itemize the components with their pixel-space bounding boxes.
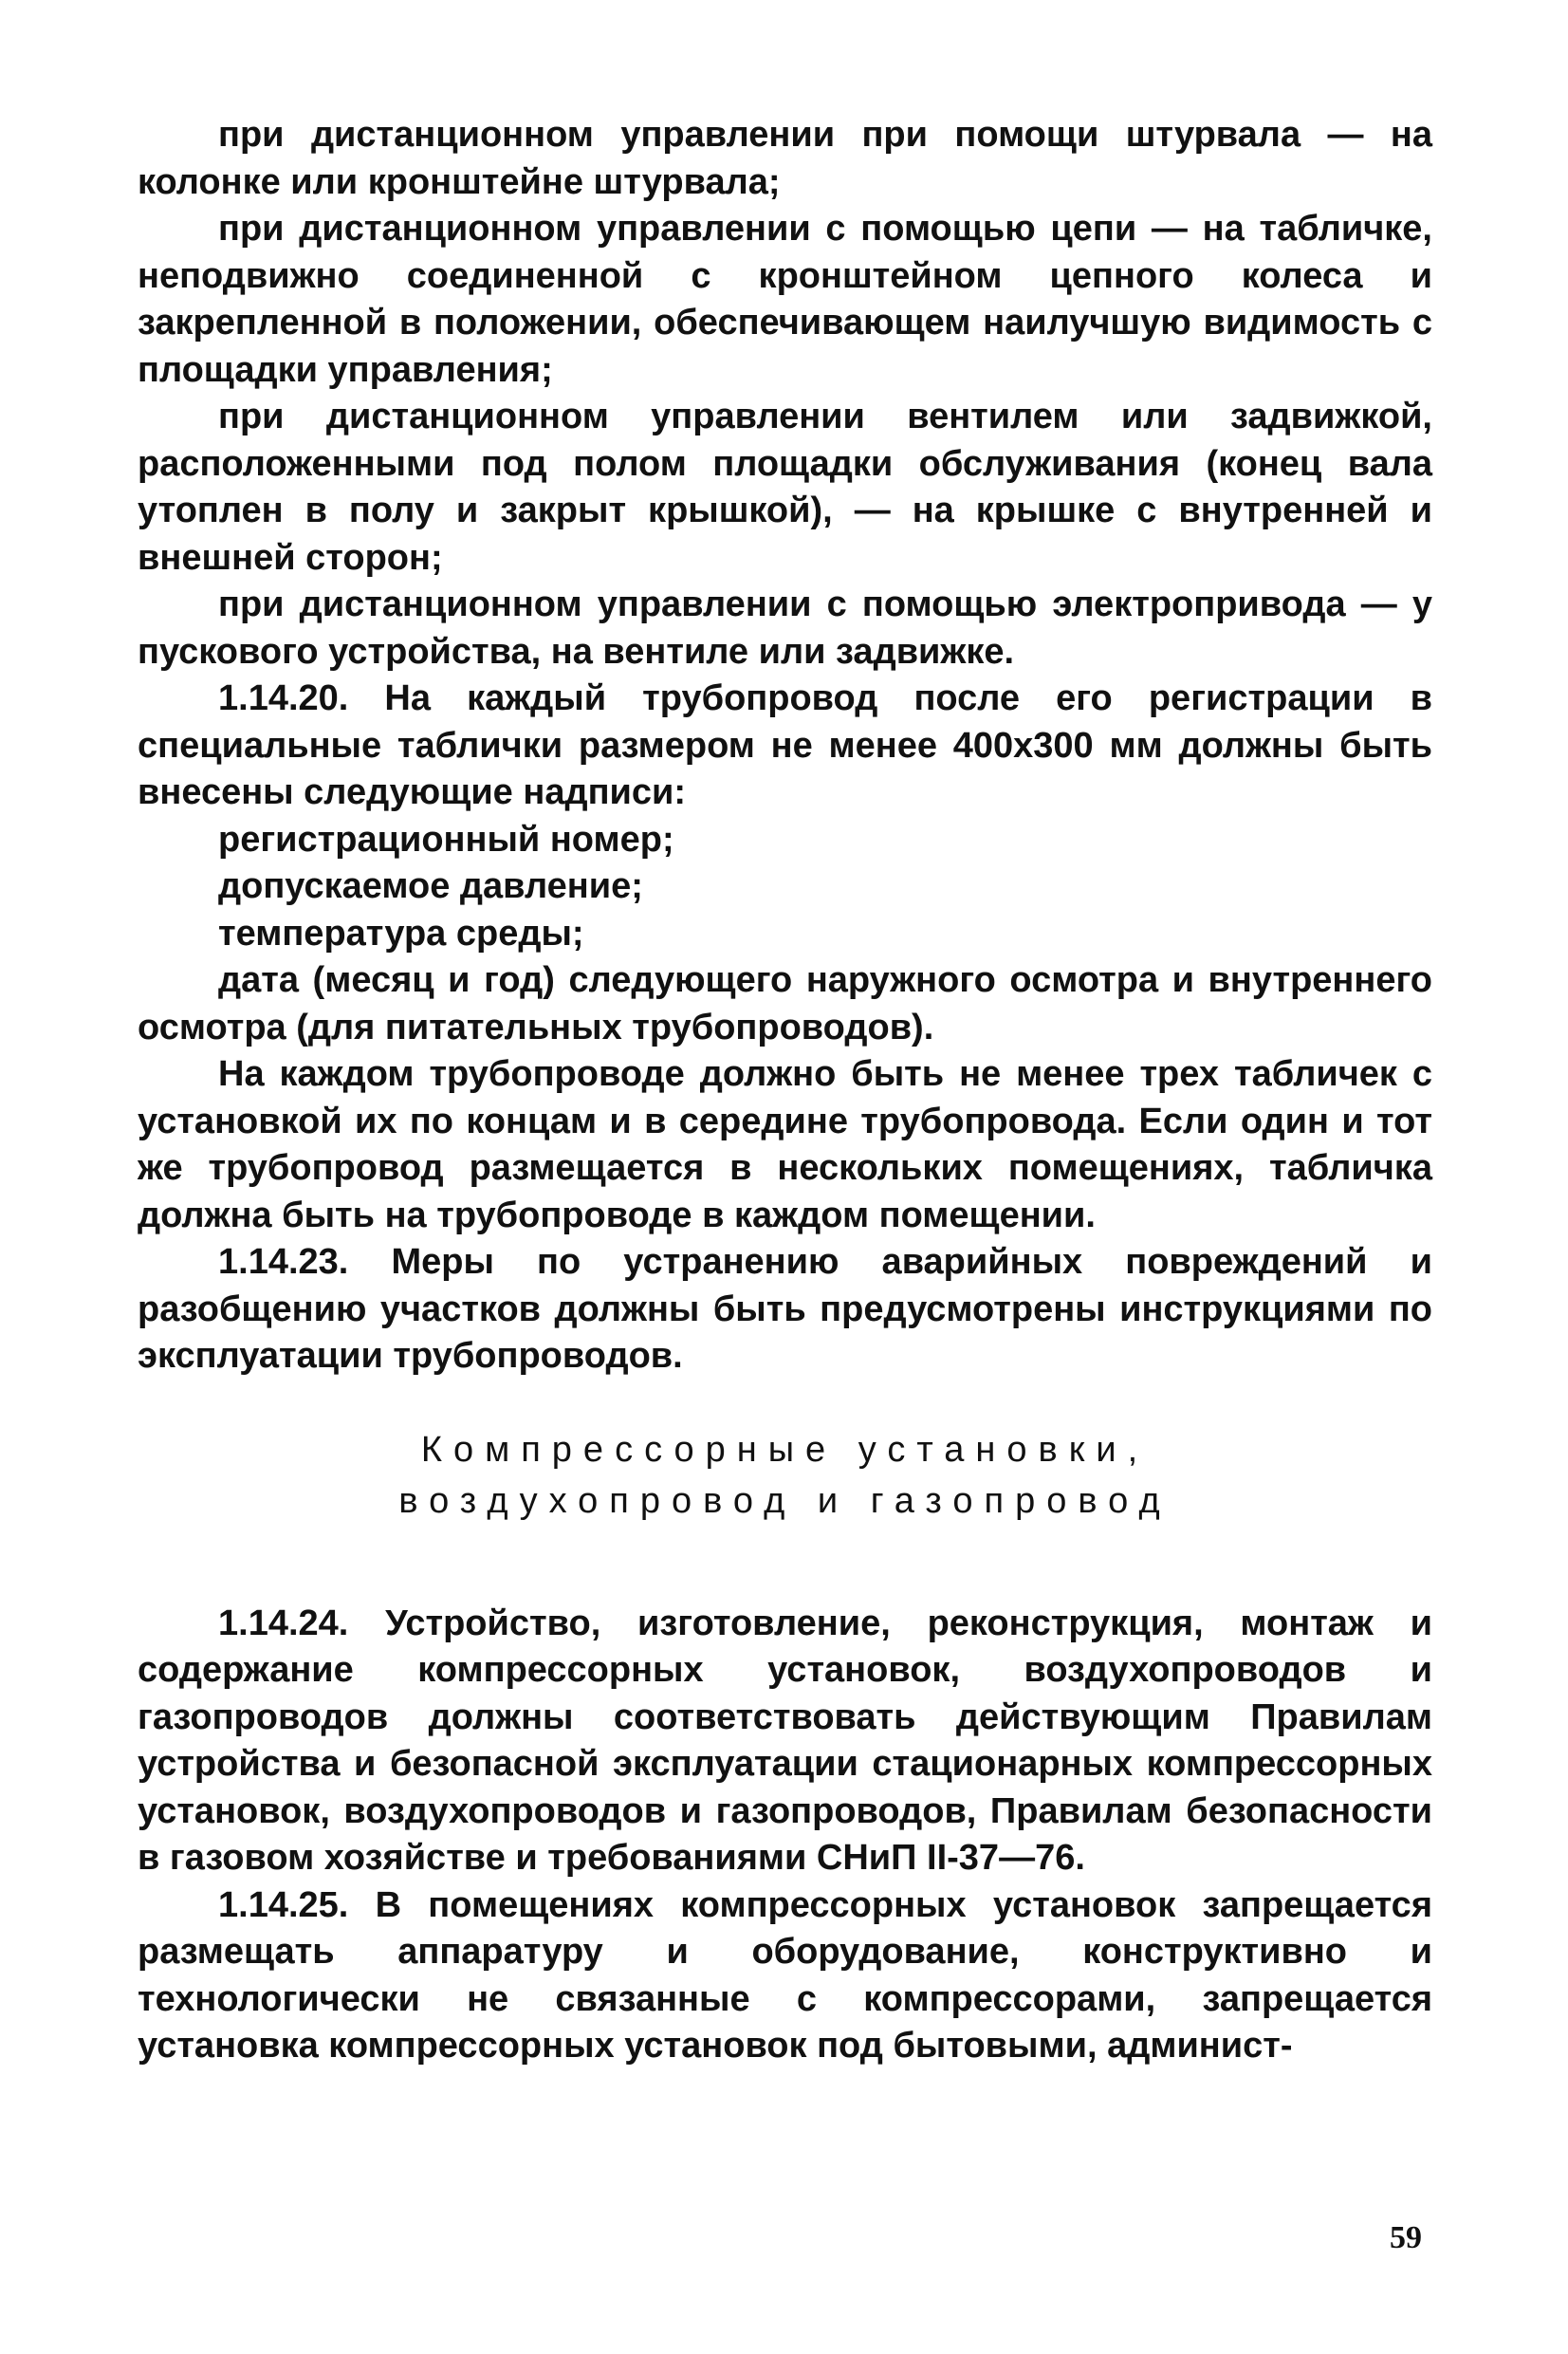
page-content: [138, 112, 1432, 2070]
paragraph-1-14-25: 1.14.25. В помещениях компрессорных установок запрещается размещать аппаратуру и оборудование, конструктивно и технологически не связанные с компрессорами, запрещается установка компрессорных установок под бытовыми, админист-: [138, 1884, 1432, 2066]
list-item-medium-temperature: температура среды;: [218, 913, 584, 954]
paragraph-valve-under-floor: при дистанционном управлении вентилем или задвижкой, расположенными под полом площадки обслуживания (конец вала утоплен в полу и закрыт крышкой), — на крышке с внутренней и внешней сторон;: [138, 397, 1432, 578]
paragraph-handwheel-control: при дистанционном управлении при помощи штурвала — на колонке или кронштейне штурвала;: [138, 115, 1432, 202]
paragraph-plates-count: На каждом трубопроводе должно быть не менее трех табличек с установкой их по концам и в середине трубопровода. Если один и тот же трубопровод размещается в нескольких помещениях, табличка должна быть на трубопроводе в каждом помещении.: [138, 1054, 1432, 1235]
section-heading-line-2: воздухопровод и газопровод: [398, 1480, 1171, 1521]
section-heading: [138, 1424, 1432, 1527]
paragraph-electric-drive: при дистанционном управлении с помощью электропривода — у пускового устройства, на вентиле или задвижке.: [138, 584, 1432, 672]
section-heading-line-1: Компрессорные установки,: [420, 1429, 1150, 1470]
list-item-inspection-date: дата (месяц и год) следующего наружного осмотра и внутреннего осмотра (для питательных трубопроводов).: [138, 960, 1432, 1047]
list-item-registration-number: регистрационный номер;: [218, 819, 674, 860]
paragraph-1-14-24: 1.14.24. Устройство, изготовление, реконструкция, монтаж и содержание компрессорных установок, воздухопроводов и газопроводов должны соответствовать действующим Правилам устройства и безопасной эксплуатации стационарных компрессорных установок, воздухопроводов и газопроводов, Правилам безопасности в газовом хозяйстве и требованиями СНиП II-37—76.: [138, 1603, 1432, 1878]
list-item-allowed-pressure: допускаемое давление;: [218, 866, 643, 906]
paragraph-chain-control: при дистанционном управлении с помощью цепи — на табличке, неподвижно соединенной с кронштейном цепного колеса и закрепленной в положении, обеспечивающем наилучшую видимость с площадки управления;: [138, 209, 1432, 390]
paragraph-1-14-20: 1.14.20. На каждый трубопровод после его регистрации в специальные таблички размером не менее 400x300 мм должны быть внесены следующие надписи:: [138, 678, 1432, 812]
paragraph-1-14-23: 1.14.23. Меры по устранению аварийных повреждений и разобщению участков должны быть предусмотрены инструкциями по эксплуатации трубопроводов.: [138, 1242, 1432, 1376]
page-number: 59: [1390, 2220, 1422, 2255]
